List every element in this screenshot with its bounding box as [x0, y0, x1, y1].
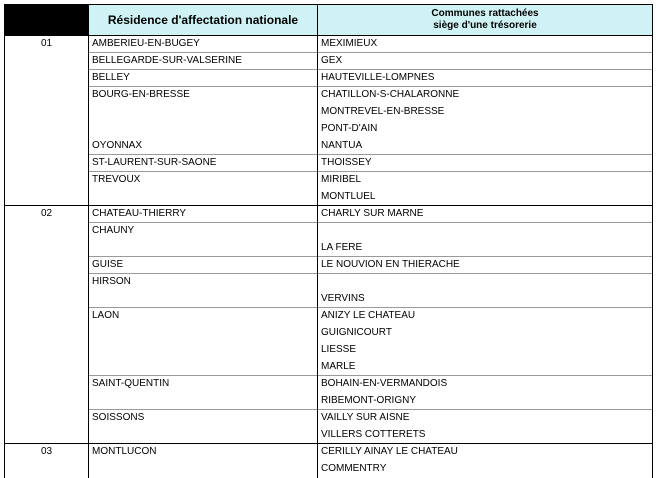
residence-cell: BOURG-EN-BRESSE: [89, 87, 318, 104]
table-row: [5, 206, 653, 223]
residence-cell: [89, 427, 318, 444]
commune-cell: HAUTEVILLE-LOMPNES: [318, 70, 653, 87]
residence-cell: [89, 393, 318, 410]
table-row: [5, 87, 653, 104]
table-row: [5, 223, 653, 240]
residence-cell: LAON: [89, 308, 318, 325]
commune-cell: GEX: [318, 53, 653, 70]
table-row: [5, 121, 653, 138]
table-row: [5, 359, 653, 376]
residence-cell: GUISE: [89, 257, 318, 274]
table-row: [5, 240, 653, 257]
commune-cell: CHARLY SUR MARNE: [318, 206, 653, 223]
commune-cell: CERILLY AINAY LE CHATEAU: [318, 444, 653, 461]
tresorerie-table: [4, 4, 653, 478]
header-residence: Résidence d'affectation nationale: [89, 5, 318, 36]
commune-cell: VAILLY SUR AISNE: [318, 410, 653, 427]
residence-cell: [89, 342, 318, 359]
table-row: [5, 325, 653, 342]
residence-cell: [89, 189, 318, 206]
table-row: [5, 257, 653, 274]
commune-cell: [318, 274, 653, 291]
commune-cell: GUIGNICOURT: [318, 325, 653, 342]
commune-cell: PONT-D'AIN: [318, 121, 653, 138]
commune-cell: RIBEMONT-ORIGNY: [318, 393, 653, 410]
commune-cell: MONTLUEL: [318, 189, 653, 206]
table-row: [5, 104, 653, 121]
table-row: [5, 461, 653, 478]
residence-cell: SAINT-QUENTIN: [89, 376, 318, 393]
commune-cell: MIRIBEL: [318, 172, 653, 189]
department-code: 02: [5, 206, 89, 444]
residence-cell: [89, 240, 318, 257]
department-code: 01: [5, 36, 89, 206]
residence-cell: AMBERIEU-EN-BUGEY: [89, 36, 318, 53]
commune-cell: LA FERE: [318, 240, 653, 257]
header-communes-line2: siège d'une trésorerie: [433, 20, 537, 31]
table-row: [5, 376, 653, 393]
department-code: 03: [5, 444, 89, 478]
residence-cell: [89, 121, 318, 138]
residence-cell: CHAUNY: [89, 223, 318, 240]
table-row: [5, 36, 653, 53]
residence-cell: [89, 325, 318, 342]
header-communes-line1: Communes rattachées: [431, 8, 539, 19]
header-row: [5, 5, 653, 36]
residence-cell: [89, 461, 318, 478]
table-body: [5, 36, 653, 478]
commune-cell: [318, 223, 653, 240]
residence-cell: BELLEGARDE-SUR-VALSERINE: [89, 53, 318, 70]
residence-cell: [89, 359, 318, 376]
table-row: [5, 155, 653, 172]
table-row: [5, 291, 653, 308]
residence-cell: HIRSON: [89, 274, 318, 291]
residence-cell: CHATEAU-THIERRY: [89, 206, 318, 223]
commune-cell: MARLE: [318, 359, 653, 376]
residence-cell: SOISSONS: [89, 410, 318, 427]
residence-cell: BELLEY: [89, 70, 318, 87]
table-row: [5, 274, 653, 291]
residence-cell: ST-LAURENT-SUR-SAONE: [89, 155, 318, 172]
table-row: [5, 172, 653, 189]
table-row: [5, 427, 653, 444]
residence-cell: [89, 291, 318, 308]
commune-cell: NANTUA: [318, 138, 653, 155]
commune-cell: LIESSE: [318, 342, 653, 359]
commune-cell: ANIZY LE CHATEAU: [318, 308, 653, 325]
header-communes: [318, 5, 653, 36]
table-row: [5, 444, 653, 461]
residence-cell: MONTLUCON: [89, 444, 318, 461]
commune-cell: LE NOUVION EN THIERACHE: [318, 257, 653, 274]
residence-cell: TREVOUX: [89, 172, 318, 189]
residence-cell: [89, 104, 318, 121]
commune-cell: MEXIMIEUX: [318, 36, 653, 53]
table-row: [5, 70, 653, 87]
table-row: [5, 342, 653, 359]
commune-cell: MONTREVEL-EN-BRESSE: [318, 104, 653, 121]
commune-cell: COMMENTRY: [318, 461, 653, 478]
table-row: [5, 53, 653, 70]
commune-cell: CHATILLON-S-CHALARONNE: [318, 87, 653, 104]
commune-cell: VILLERS COTTERETS: [318, 427, 653, 444]
table-row: [5, 189, 653, 206]
header-corner-cell: [5, 5, 89, 36]
table-row: [5, 138, 653, 155]
table-row: [5, 410, 653, 427]
table-row: [5, 393, 653, 410]
commune-cell: VERVINS: [318, 291, 653, 308]
commune-cell: BOHAIN-EN-VERMANDOIS: [318, 376, 653, 393]
residence-cell: OYONNAX: [89, 138, 318, 155]
table-row: [5, 308, 653, 325]
commune-cell: THOISSEY: [318, 155, 653, 172]
